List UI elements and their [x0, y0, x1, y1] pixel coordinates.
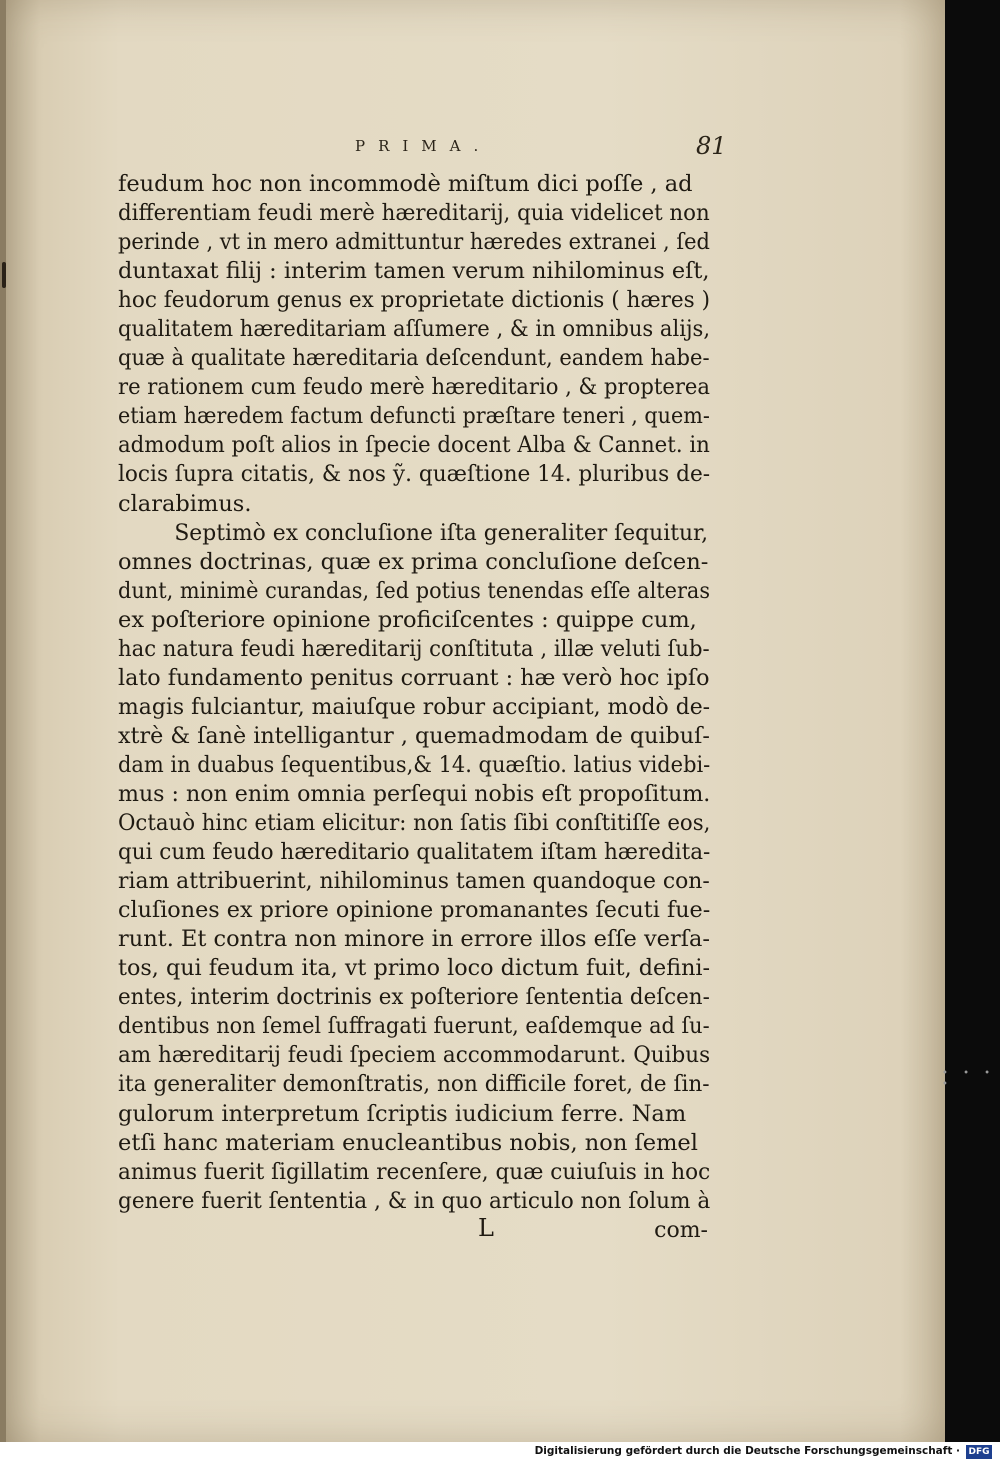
text-line: perinde , vt in mero admittuntur hæredes extranei , ſed — [118, 229, 710, 256]
text-line: omnes doctrinas, quæ ex prima concluſione deſcen- — [118, 548, 709, 575]
signature-mark: L — [478, 1214, 494, 1242]
text-line: tos, qui feudum ita, vt primo loco dictum fuit, defini- — [118, 955, 711, 982]
text-line: mus : non enim omnia perſequi nobis eſt propoſitum. — [118, 780, 711, 807]
text-line: entes, interim doctrinis ex poſteriore ſententia deſcen- — [118, 984, 710, 1011]
text-line: clarabimus. — [118, 490, 252, 517]
catchword: com- — [654, 1218, 708, 1243]
text-line: dunt, minimè curandas, ſed potius tenendas eſſe alteras — [118, 577, 711, 604]
text-line: magis fulciantur, maiuſque robur accipiant, modò de- — [118, 693, 711, 720]
body-text — [118, 170, 710, 1216]
text-line: quæ à qualitate hæreditaria deſcendunt, eandem habe- — [118, 345, 710, 372]
page-foot — [118, 1214, 710, 1248]
text-line: cluſiones ex priore opinione promanantes ſecuti fue- — [118, 897, 711, 924]
page-edge — [0, 0, 6, 1442]
text-line: lato fundamento penitus corruant : hæ verò hoc ipſo — [118, 664, 710, 691]
text-line: differentiam feudi merè hæreditarij, quia videlicet non — [118, 200, 710, 227]
running-head: PRIMA. — [355, 137, 492, 155]
scan-edge-dots: • • • • — [942, 1068, 997, 1090]
paragraph-start-line: Septimò ex concluſione iſta generaliter ſequitur, — [174, 519, 709, 546]
text-line: dentibus non ſemel ſuffragati fuerunt, eaſdemque ad ſu- — [118, 1013, 710, 1040]
funding-credit: Digitalisierung gefördert durch die Deutsche Forschungsgemeinschaft · — [534, 1445, 960, 1457]
text-line: qualitatem hæreditariam aſſumere , & in omnibus alijs, — [118, 316, 711, 343]
footer-bar — [0, 1442, 1000, 1462]
spine-mark — [2, 262, 6, 288]
text-line: duntaxat filij : interim tamen verum nihilominus eſt, — [118, 258, 710, 285]
text-line: dam in duabus ſequentibus,& 14. quæſtio. latius videbi- — [118, 751, 711, 778]
page-number: 81 — [696, 132, 727, 160]
text-line: ita generaliter demonſtratis, non difficile foret, de ſin- — [118, 1071, 710, 1098]
text-line: am hæreditarij feudi ſpeciem accommodarunt. Quibus — [118, 1042, 711, 1069]
dfg-logo: DFG — [966, 1445, 992, 1459]
text-line: locis ſupra citatis, & nos ỹ. quæſtione 14. pluribus de- — [118, 461, 711, 488]
text-line: re rationem cum feudo merè hæreditario , & propterea — [118, 374, 711, 401]
text-line: hac natura feudi hæreditarij conſtituta , illæ veluti ſub- — [118, 635, 710, 662]
text-line: runt. Et contra non minore in errore illos eſſe verſa- — [118, 926, 711, 953]
text-line: etiam hæredem factum defuncti præſtare teneri , quem- — [118, 403, 710, 430]
text-line: gulorum interpretum ſcriptis iudicium ferre. Nam — [118, 1100, 687, 1127]
text-line: admodum poſt alios in ſpecie docent Alba & Cannet. in — [118, 432, 710, 459]
text-line: etſi hanc materiam enucleantibus nobis, non ſemel — [118, 1129, 698, 1156]
text-line: riam attribuerint, nihilominus tamen quandoque con- — [118, 868, 710, 895]
text-line: genere fuerit ſententia , & in quo articulo non ſolum à — [118, 1187, 711, 1214]
text-line: animus fuerit ſigillatim recenſere, quæ cuiuſuis in hoc — [118, 1158, 711, 1185]
text-line: xtrè & ſanè intelligantur , quemadmodam de quibuſ- — [118, 722, 710, 749]
text-line: ex poſteriore opinione proficiſcentes : quippe cum, — [118, 606, 697, 633]
text-line: hoc feudorum genus ex proprietate dictionis ( hæres ) — [118, 287, 710, 314]
text-line: feudum hoc non incommodè miſtum dici poſſe , ad — [118, 171, 693, 197]
text-line: Octauò hinc etiam elicitur: non ſatis ſibi conſtitiſſe eos, — [118, 810, 711, 837]
text-line: qui cum feudo hæreditario qualitatem iſtam hæredita- — [118, 839, 711, 866]
